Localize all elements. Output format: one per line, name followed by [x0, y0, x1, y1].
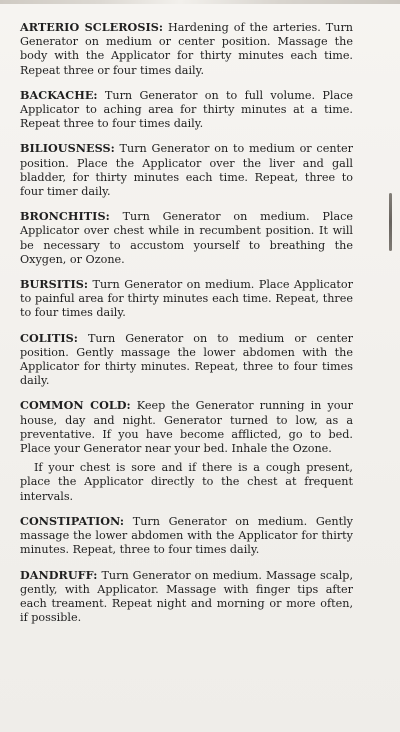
entry-term: ARTERIO SCLEROSIS:: [20, 20, 164, 34]
entry-term: BILIOUSNESS:: [20, 141, 115, 156]
entry-term: DANDRUFF:: [20, 567, 98, 582]
entry-arterio-sclerosis: [20, 20, 353, 78]
entry-text: Turn Generator on medium. Gently massage the lower abdomen with the Applicator for thirty minutes. Repeat, three to four times daily.: [20, 514, 353, 557]
entry-bronchitis: [20, 209, 353, 267]
entry-text: Turn Generator on medium. Place Applicator over chest while in recumbent position. It will be necessary to accustom yourself to breathing the Oxygen, or Ozone.: [20, 210, 353, 266]
entry-bursitis: [20, 277, 353, 321]
entry-term: COMMON COLD:: [20, 398, 131, 413]
entry-term: BRONCHITIS:: [20, 209, 110, 224]
top-scan-edge: [0, 0, 400, 4]
entry-text: Keep the Generator running in your house, day and night. Generator turned to low, as a preventative. If you have become afflicted, go to bed. Place your Generator near your bed. Inhale the Ozone.: [20, 399, 353, 456]
entry-text: Turn Generator on medium. Massage scalp, gently, with Applicator. Massage with finger tips after each treament. Repeat night and morning or more often, if possible.: [20, 568, 353, 625]
entry-text: Turn Generator on medium. Place Applicator to painful area for thirty minutes each time. Repeat, three to four times daily.: [20, 278, 354, 320]
entry-constipation: [20, 514, 353, 558]
entry-backache: [20, 88, 353, 132]
entry-text: Hardening of the arteries. Turn Generator on medium or center position. Massage the body with the Applicator for thirty minutes each time. Repeat three or four times daily.: [20, 21, 353, 77]
entry-term: BURSITIS:: [20, 277, 89, 292]
entry-term: BACKACHE:: [20, 87, 98, 102]
entry-dandruff: [20, 568, 353, 626]
treatment-list: [20, 20, 353, 635]
entry-common-cold: [20, 398, 353, 503]
entry-term: CONSTIPATION:: [20, 513, 125, 528]
binding-edge-mark: [389, 193, 392, 251]
entry-extra-text: If your chest is sore and if there is a cough present, place the Applicator directly to the chest at frequent intervals.: [20, 461, 353, 503]
entry-biliousness: [20, 141, 353, 199]
entry-text: Turn Generator on to full volume. Place Applicator to aching area for thirty minutes at a time. Repeat three to four times daily.: [20, 88, 353, 131]
entry-text: Turn Generator on to medium or center position. Gently massage the lower abdomen with the Applicator for thirty minutes. Repeat, three to four times daily.: [20, 331, 353, 388]
entry-term: COLITIS:: [20, 330, 78, 345]
entry-colitis: [20, 331, 353, 389]
entry-text: Turn Generator on to medium or center position. Place the Applicator over the liver and gall bladder, for thirty minutes each time. Repeat, three to four timer daily.: [20, 142, 353, 199]
